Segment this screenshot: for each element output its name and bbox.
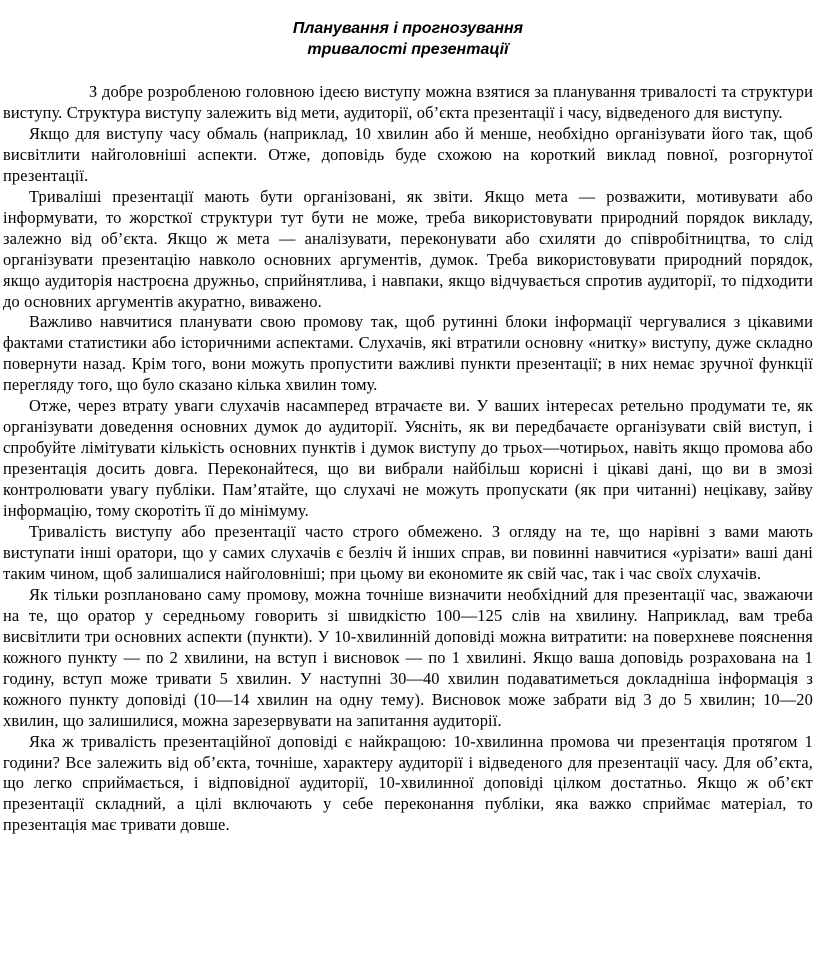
paragraph-1: З добре розробленою головною ідеєю виступу можна взятися за планування тривалості та структури виступу. Структура виступу залежить від мети, аудиторії, об’єкта презентації і часу, відведеного для виступу. — [3, 82, 813, 122]
paragraph-5: Отже, через втрату уваги слухачів насамперед втрачаєте ви. У ваших інтересах ретельно продумати те, як організувати доведення основних думок до аудиторії. Уясніть, як ви передбачаєте організувати свій виступ, і спробуйте лімітувати кількість основних пунктів і думок виступу до трьох—чотирьох, навіть якщо промова або презентація досить довга. Переконайтеся, що ви вибрали найбільш корисні і цікаві дані, що ви в змозі контролювати увагу публіки. Пам’ятайте, що слухачі не можуть пропускати (як при читанні) нецікаву, зайву інформацію, тому скоротіть її до мінімуму. — [3, 396, 813, 521]
paragraph-7: Як тільки розплановано саму промову, можна точніше визначити необхідний для презентації час, зважаючи на те, що оратор у середньому говорить зі швидкістю 100—125 слів на хвилину. Наприклад, вам треба висвітлити три основних аспекти (пункти). У 10-хвилинній доповіді можна витратити: на поверхневе пояснення кожного пункту — по 2 хвилини, на вступ і висновок — по 1 хвилині. Якщо ваша доповідь розрахована на 1 годину, вступ може тривати 5 хвилин. У наступні 30—40 хвилин подаватиметься докладніша інформація з кожного пункту доповіді (10—14 хвилин на одну тему). Висновок може забрати від 3 до 5 хвилин; 10—20 хвилин, що залишилися, можна зарезервувати на запитання аудиторії. — [3, 584, 813, 730]
paragraph-2: Якщо для виступу часу обмаль (наприклад, 10 хвилин або й менше, необхідно організувати його так, щоб висвітлити найголовніші аспекти. Отже, доповідь буде схожою на короткий виклад повної, розгорнутої презентації. — [3, 123, 813, 185]
document-title-line-2: тривалості презентації — [307, 41, 509, 58]
paragraph-8: Яка ж тривалість презентаційної доповіді є найкращою: 10-хвилинна промова чи презентація протягом 1 години? Все залежить від об’єкта, точніше, характеру аудиторії і відведеного для презентації часу. Для об’єкта, що легко сприймається, і відповідної аудиторії, 10-хвилинної доповіді цілком достатньо. Якщо ж об’єкт презентації складний, а цілі включають у себе переконання публіки, яка важко сприймає матеріал, то презентація має тривати довше. — [3, 731, 813, 835]
paragraph-6: Тривалість виступу або презентації часто строго обмежено. З огляду на те, що нарівні з вами мають виступати інші оратори, що у самих слухачів є безліч й інших справ, ви повинні навчитися «урізати» ваші дані таким чином, щоб залишалися найголовніші; при цьому ви економите як свій час, так і час своїх слухачів. — [3, 522, 813, 583]
paragraph-4: Важливо навчитися планувати свою промову так, щоб рутинні блоки інформації чергувалися з цікавими фактами статистики або історичними аспектами. Слухачів, які втратили основну «нитку» виступу, дуже складно повернути назад. Крім того, вони можуть пропустити важливі пункти презентації; в них немає зручної функції перегляду того, що було сказано кілька хвилин тому. — [3, 312, 813, 395]
paragraph-3: Триваліші презентації мають бути організовані, як звіти. Якщо мета — розважити, мотивувати або інформувати, то жорсткої структури тут бути не може, треба використовувати природний порядок викладу, залежно від об’єкта. Якщо ж мета — аналізувати, переконувати або схиляти до співробітництва, то слід організувати презентацію навколо основних аргументів, думок. Треба використовувати природний порядок, якщо аудиторія настроєна дружньо, сприйнятлива, і навпаки, якщо відчувається спротив аудиторії, то підходити до основних аргументів акуратно, виважено. — [3, 186, 813, 311]
document-body — [3, 82, 813, 836]
document-title-line-1: Планування і прогнозування — [292, 20, 524, 37]
